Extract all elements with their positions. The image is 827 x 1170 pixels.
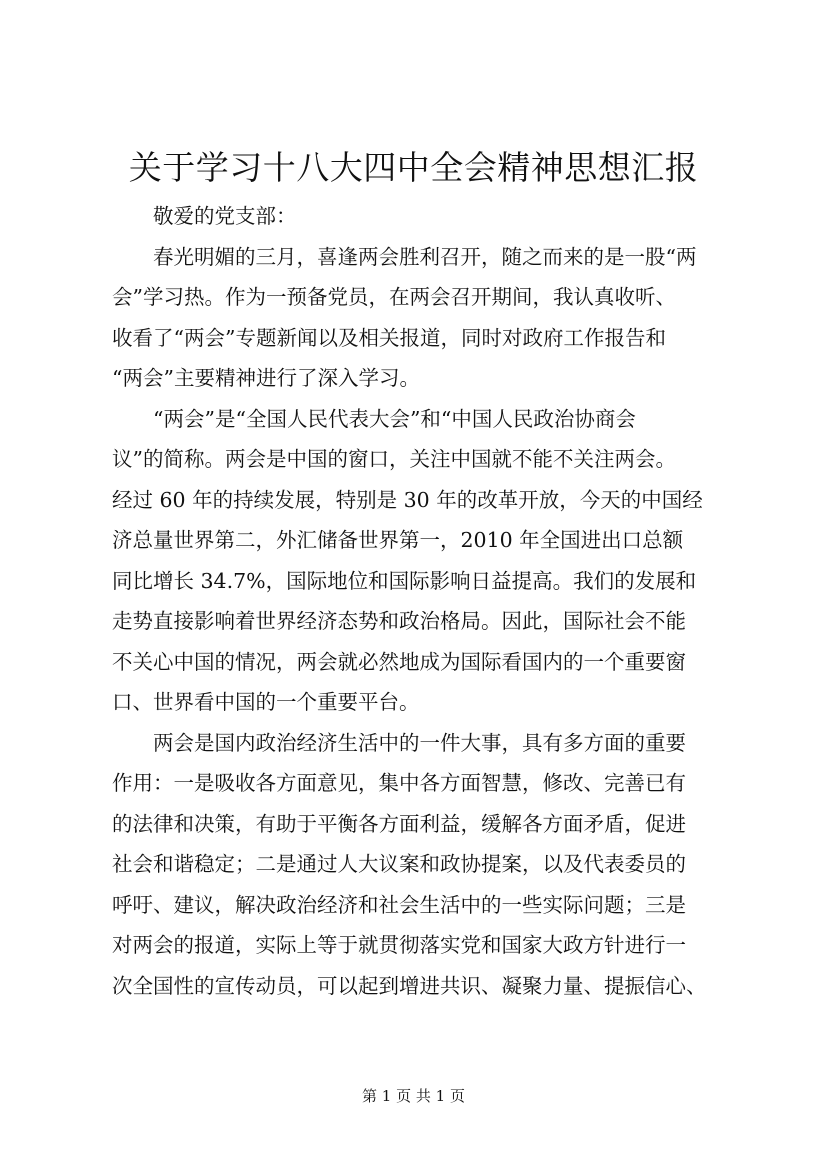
- paragraph-line: 的法律和决策，有助于平衡各方面利益，缓解各方面矛盾，促进: [112, 811, 686, 836]
- paragraph-line: 议”的简称。两会是中国的窗口，关注中国就不能不关注两会。: [112, 447, 676, 471]
- paragraph-line: 对两会的报道，实际上等于就贯彻落实党和国家大政方针进行一: [112, 933, 686, 957]
- paragraph-line: 走势直接影响着世界经济态势和政治格局。因此，国际社会不能: [112, 609, 686, 633]
- paragraph-line: 口、世界看中国的一个重要平台。: [112, 690, 420, 714]
- paragraph-line: “两会”主要精神进行了深入学习。: [112, 366, 420, 390]
- paragraph-line: 两会是国内政治经济生活中的一件大事，具有多方面的重要: [153, 730, 686, 755]
- paragraph-line: 会”学习热。作为一预备党员，在两会召开期间，我认真收听、: [112, 285, 676, 309]
- paragraph-line: 春光明媚的三月，喜逢两会胜利召开，随之而来的是一股“两: [153, 244, 697, 269]
- paragraph-line: 经过 60 年的持续发展，特别是 30 年的改革开放，今天的中国经: [112, 487, 703, 512]
- document-title: 关于学习十八大四中全会精神思想汇报: [128, 148, 699, 187]
- paragraph-line: 社会和谐稳定；二是通过人大议案和政协提案，以及代表委员的: [112, 852, 686, 876]
- paragraph-line: 作用：一是吸收各方面意见，集中各方面智慧，修改、完善已有: [112, 771, 686, 795]
- paragraph-line: 呼吁、建议，解决政治经济和社会生活中的一些实际问题；三是: [112, 892, 686, 917]
- paragraph-line: “两会”是“全国人民代表大会”和“中国人民政治协商会: [153, 406, 636, 431]
- page-footer: 第 1 页 共 1 页: [362, 1087, 465, 1105]
- paragraph-line: 同比增长 34.7%，国际地位和国际影响日益提高。我们的发展和: [112, 568, 697, 593]
- salutation: 敬爱的党支部：: [153, 204, 297, 228]
- paragraph-line: 收看了“两会”专题新闻以及相关报道，同时对政府工作报告和: [112, 325, 666, 350]
- paragraph-line: 不关心中国的情况，两会就必然地成为国际看国内的一个重要窗: [112, 649, 686, 674]
- paragraph-line: 济总量世界第二，外汇储备世界第一，2010 年全国进出口总额: [112, 528, 684, 552]
- document-body: [112, 196, 726, 1006]
- paragraph-line: 次全国性的宣传动员，可以起到增进共识、凝聚力量、提振信心、: [112, 973, 707, 998]
